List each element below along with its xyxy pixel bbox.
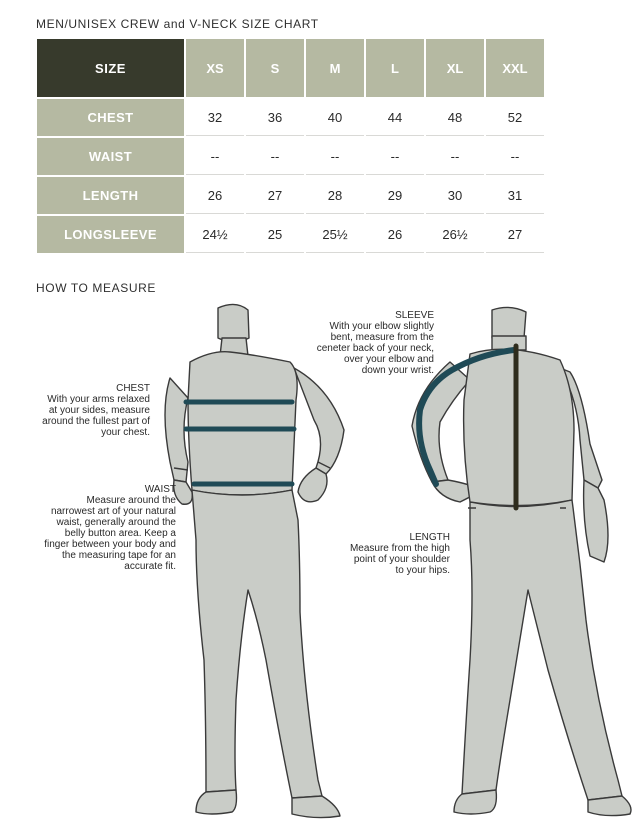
- table-cell: --: [486, 138, 544, 175]
- waist-note-title: WAIST: [144, 484, 176, 495]
- row-label-chest: CHEST: [37, 99, 184, 136]
- chest-note-title: CHEST: [116, 383, 150, 394]
- front-figure-illustration: [165, 304, 344, 817]
- waist-note-line: narrowest art of your natural: [50, 506, 176, 517]
- table-cell: 44: [366, 99, 424, 136]
- size-header-xs: XS: [186, 39, 244, 97]
- waist-note-line: the measuring tape for an: [62, 550, 176, 561]
- chest-note-line: around the fullest part of: [42, 416, 150, 427]
- table-cell: 31: [486, 177, 544, 214]
- table-cell: 24½: [186, 216, 244, 253]
- table-cell: 27: [246, 177, 304, 214]
- table-cell: 29: [366, 177, 424, 214]
- table-cell: 30: [426, 177, 484, 214]
- chest-note-line: your chest.: [101, 427, 150, 438]
- size-header-s: S: [246, 39, 304, 97]
- table-cell: 28: [306, 177, 364, 214]
- waist-note-line: waist, generally around the: [56, 517, 176, 528]
- size-header-m: M: [306, 39, 364, 97]
- chest-note-line: at your sides, measure: [48, 405, 150, 416]
- how-to-measure-title: HOW TO MEASURE: [36, 281, 156, 295]
- table-cell: 36: [246, 99, 304, 136]
- size-header-xl: XL: [426, 39, 484, 97]
- row-label-longsleeve: LONGSLEEVE: [37, 216, 184, 253]
- waist-note-line: finger between your body and: [44, 539, 176, 550]
- table-cell: 48: [426, 99, 484, 136]
- table-cell: --: [426, 138, 484, 175]
- table-cell: --: [186, 138, 244, 175]
- table-cell: 26: [186, 177, 244, 214]
- table-cell: 27: [486, 216, 544, 253]
- sleeve-note-line: With your elbow slightly: [329, 321, 434, 332]
- sleeve-note-line: down your wrist.: [361, 365, 434, 376]
- size-corner-label: SIZE: [37, 39, 184, 97]
- chest-note-line: With your arms relaxed: [47, 394, 150, 405]
- chest-note: [20, 383, 150, 438]
- table-cell: 26: [366, 216, 424, 253]
- length-note-line: Measure from the high: [349, 543, 450, 554]
- length-note-line: to your hips.: [395, 565, 450, 576]
- length-note-line: point of your shoulder: [353, 554, 450, 565]
- table-cell: 52: [486, 99, 544, 136]
- table-cell: --: [246, 138, 304, 175]
- length-note-title: LENGTH: [409, 532, 450, 543]
- waist-note-line: accurate fit.: [124, 561, 176, 572]
- table-cell: --: [306, 138, 364, 175]
- size-header-l: L: [366, 39, 424, 97]
- table-cell: 25: [246, 216, 304, 253]
- table-cell: 26½: [426, 216, 484, 253]
- sleeve-note-title: SLEEVE: [395, 310, 434, 321]
- table-cell: --: [366, 138, 424, 175]
- sleeve-note-line: over your elbow and: [343, 354, 434, 365]
- waist-note: [18, 484, 176, 572]
- length-note: [326, 532, 450, 576]
- table-cell: 32: [186, 99, 244, 136]
- row-label-waist: WAIST: [37, 138, 184, 175]
- size-header-xxl: XXL: [486, 39, 544, 97]
- waist-note-line: Measure around the: [86, 495, 176, 506]
- sleeve-note-line: ceneter back of your neck,: [316, 343, 434, 354]
- waist-note-line: belly button area. Keep a: [64, 528, 176, 539]
- size-chart-title: MEN/UNISEX CREW and V-NECK SIZE CHART: [36, 17, 319, 31]
- row-label-length: LENGTH: [37, 177, 184, 214]
- table-cell: 25½: [306, 216, 364, 253]
- sleeve-note: [290, 310, 434, 376]
- table-cell: 40: [306, 99, 364, 136]
- sleeve-note-line: bent, measure from the: [330, 332, 434, 343]
